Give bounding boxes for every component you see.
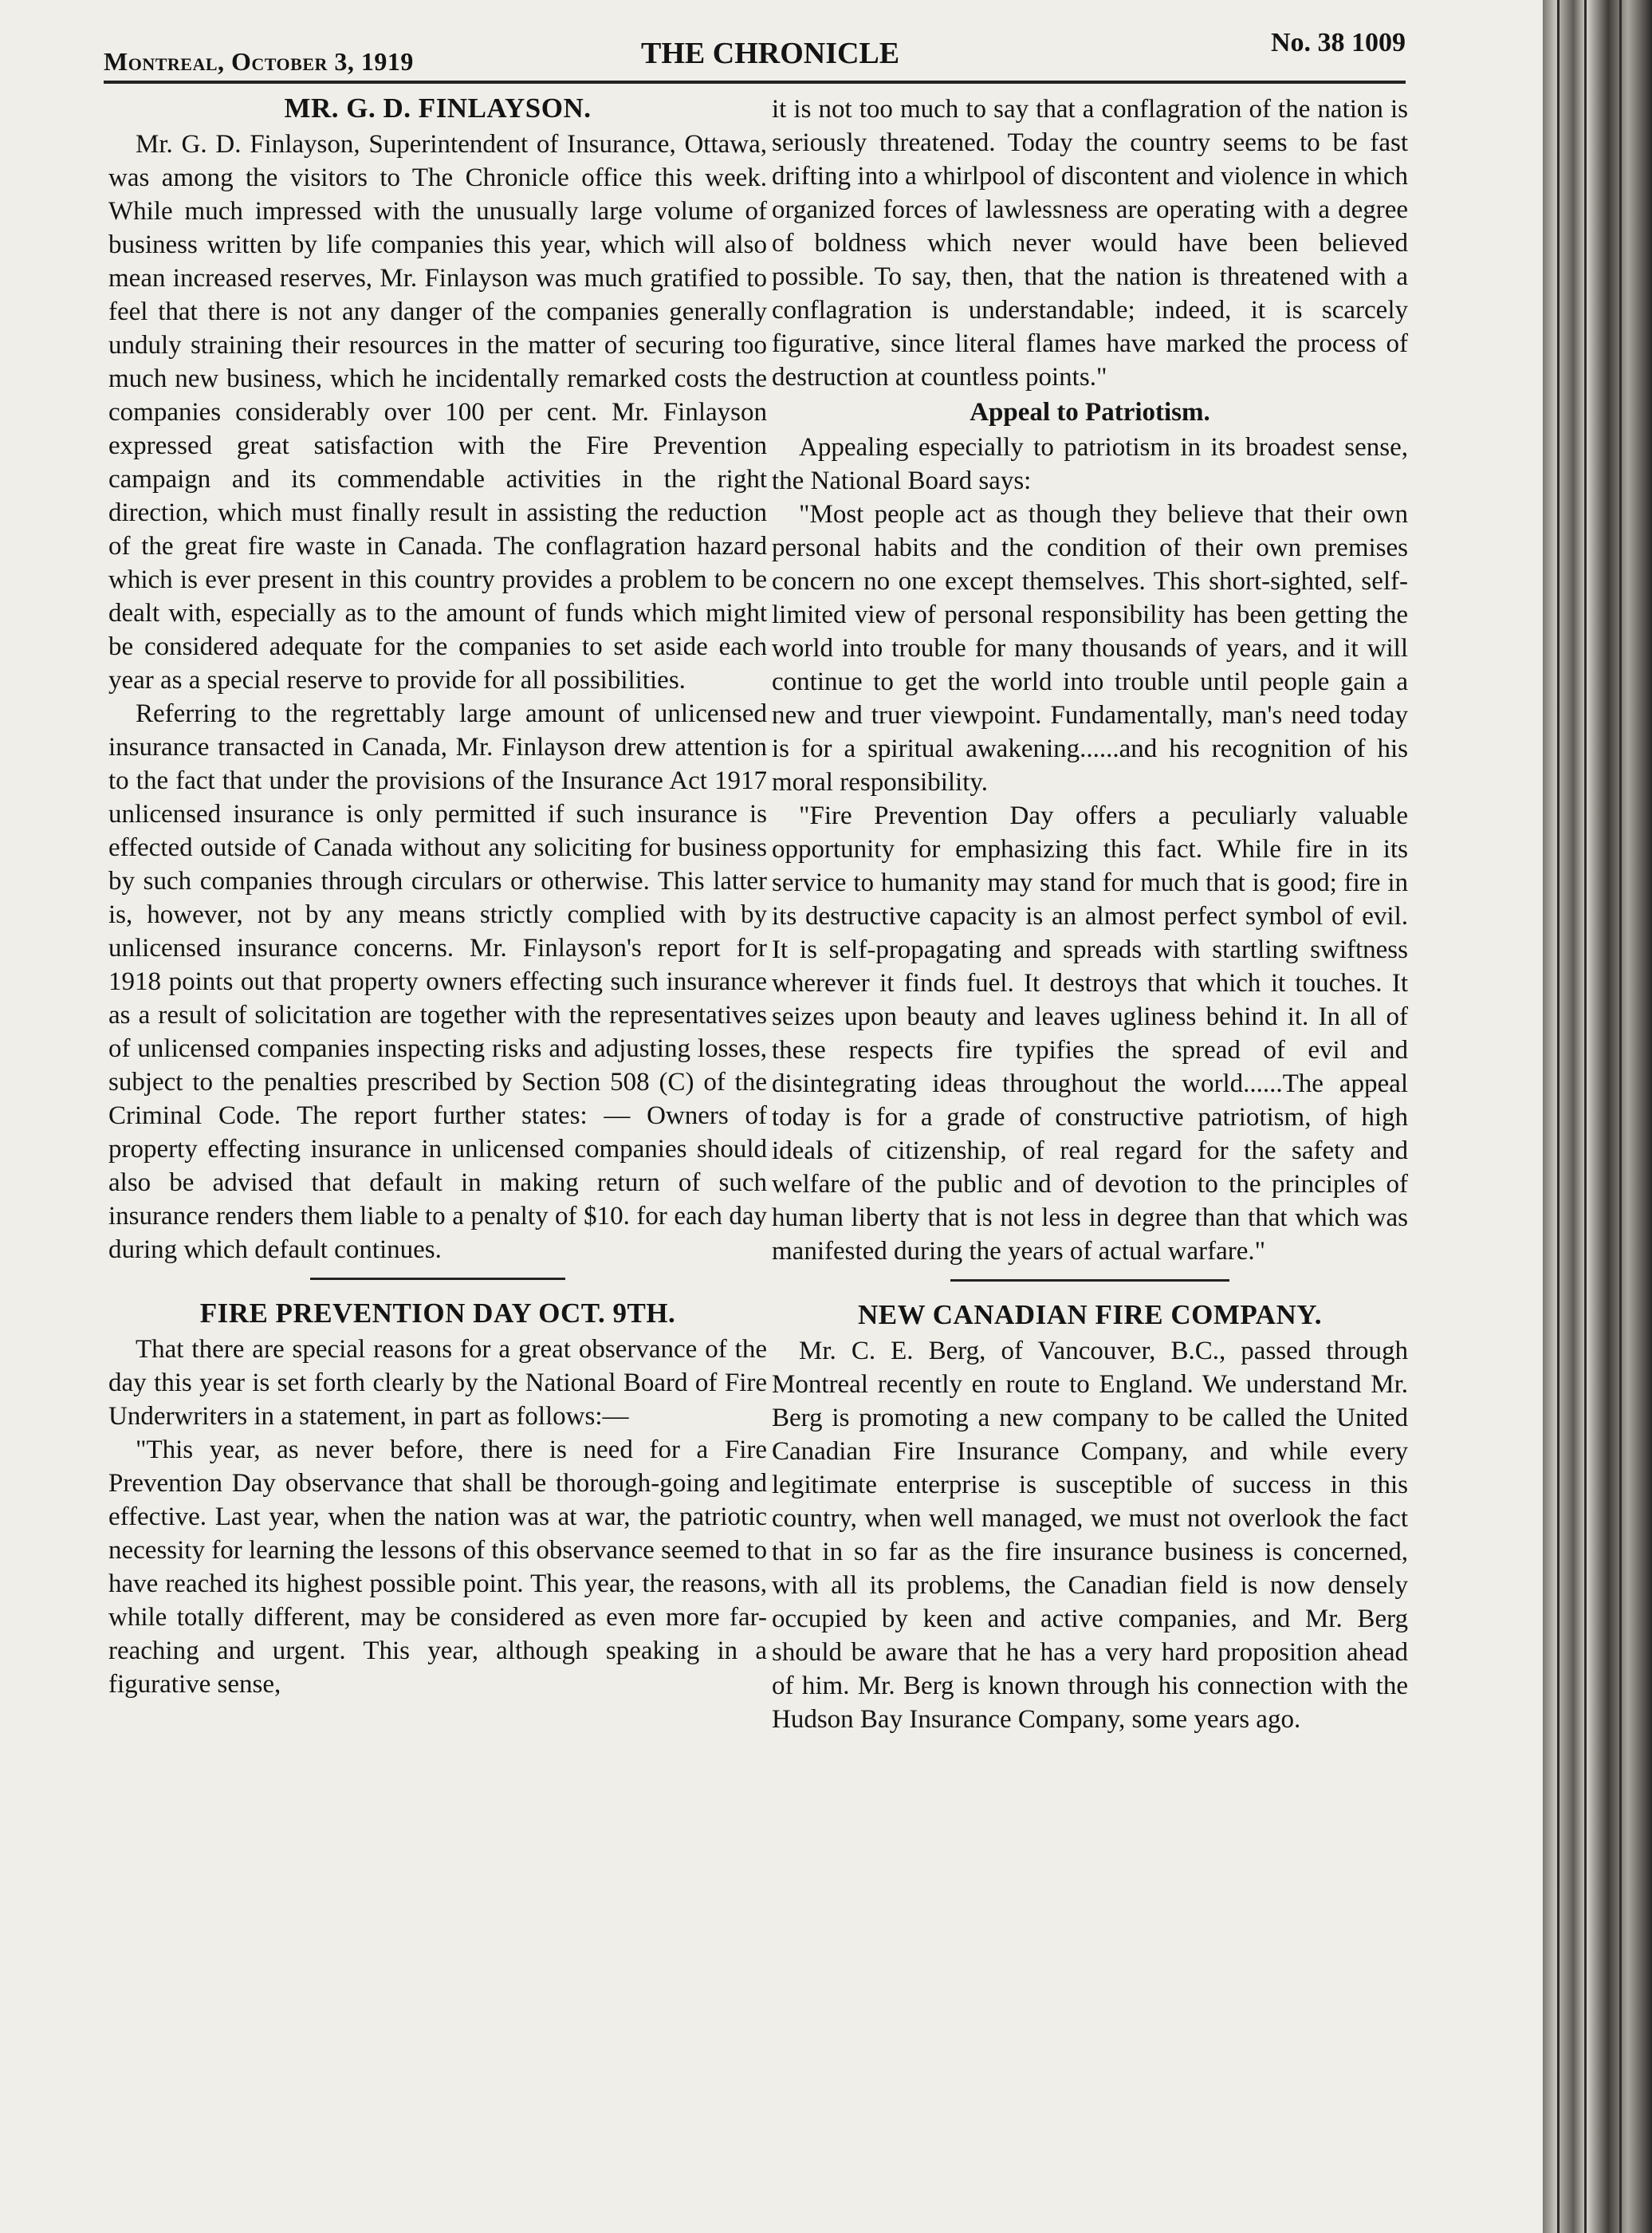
header-rule [104,81,1406,84]
header-page-number: No. 38 1009 [1270,28,1406,57]
new-canadian-fire-heading: NEW CANADIAN FIRE COMPANY. [857,1299,1323,1330]
left-column [108,89,767,1701]
page-header [104,28,1406,77]
header-date: Montreal, October 3, 1919 [104,47,414,76]
fire-prevention-heading: FIRE PREVENTION DAY OCT. 9TH. [199,1298,676,1329]
finlayson-paragraph-1: Mr. G. D. Finlayson, Superintendent of Insurance, Ottawa, was among the visitors to The Chronicle office this week. While much impressed with the unusually large volume of business written by life companies this year, which will also mean increased reserves, Mr. Finlayson was much gratified to feel that there is not any danger of the companies generally unduly straining their resources in the matter of securing too much new business, which he incidentally remarked costs the companies considerably over 100 per cent. Mr. Finlayson expressed great satisfaction with the Fire Prevention campaign and its commendable activities in the right direction, which must finally result in assisting the reduction of the great fire waste in Canada. The conflagration hazard which is ever present in this country provides a problem to be dealt with, especially as to the amount of funds which might be considered adequate for the companies to set aside each year as a special reserve to provide for all possibilities. [108,130,767,695]
section-divider [310,1278,565,1280]
new-canadian-fire-paragraph: Mr. C. E. Berg, of Vancouver, B.C., passed through Montreal recently en route to England. We understand Mr. Berg is promoting a new company to be called the United Canadian Fire Insurance Company, and while every legitimate enterprise is susceptible of success in this country, when well managed, we must not overlook the fact that in so far as the fire insurance business is concerned, with all its problems, the Canadian field is now densely occupied by keen and active companies, and Mr. Berg should be aware that he has a very hard proposition ahead of him. Mr. Berg is known through his connection with the Hudson Bay Insurance Company, some years ago. [772,1337,1408,1734]
fire-prevention-paragraph-2-continued: it is not too much to say that a conflagration of the nation is seriously threatened. Today the country seems to be fast drifting into a whirlpool of discontent and violence in which organized forces of lawlessness are operating with a degree of boldness which never would have been believed possible. To say, then, that the nation is threatened with a conflagration is understandable; indeed, it is scarcely figurative, since literal flames have marked the process of destruction at countless points." [772,95,1408,392]
fire-prevention-paragraph-3: Appealing especially to patriotism in its broadest sense, the National Board says: [772,433,1408,495]
header-title: THE CHRONICLE [641,37,900,70]
right-column [772,93,1408,1736]
fire-prevention-paragraph-2: "This year, as never before, there is need for a Fire Prevention Day observance that shall be thorough-going and effective. Last year, when the nation was at war, the patriotic necessity for learning the lessons of this observance seemed to have reached its highest possible point. This year, the reasons, while totally different, may be considered as even more far-reaching and urgent. This year, although speaking in a figurative sense, [108,1436,767,1699]
fire-prevention-paragraph-5: "Fire Prevention Day offers a peculiarly valuable opportunity for emphasizing this fact. While fire in its service to humanity may stand for much that is good; fire in its destructive capacity is an almost perfect symbol of evil. It is self-propagating and spreads with startling swiftness wherever it finds fuel. It destroys that which it touches. It seizes upon beauty and leaves ugliness behind it. In all of these respects fire typifies the spread of evil and disintegrating ideas throughout the world......The appeal today is for a grade of constructive patriotism, of high ideals of citizenship, of real regard for the safety and welfare of the public and of devotion to the principles of human liberty that is not less in degree than that which was manifested during the years of actual warfare." [772,801,1408,1266]
section-divider [950,1279,1229,1282]
book-spine [1543,0,1652,2233]
fire-prevention-paragraph-1: That there are special reasons for a great observance of the day this year is set forth clearly by the National Board of Fire Underwriters in a statement, in part as follows:— [108,1335,767,1431]
finlayson-heading: MR. G. D. FINLAYSON. [284,93,592,124]
fire-prevention-paragraph-4: "Most people act as though they believe that their own personal habits and the condition of their own premises concern no one except themselves. This short-sighted, self-limited view of personal responsibility has been getting the world into trouble for many thousands of years, and it will continue to get the world into trouble until people gain a new and truer viewpoint. Fundamentally, man's need today is for a spiritual awakening......and his recognition of his moral responsibility. [772,500,1408,797]
appeal-subheading: Appeal to Patriotism. [970,398,1210,427]
finlayson-paragraph-2: Referring to the regrettably large amount of unlicensed insurance transacted in Canada, Mr. Finlayson drew attention to the fact that under the provisions of the Insurance Act 1917 unlicensed insurance is only permitted if such insurance is effected outside of Canada without any soliciting for business by such companies through circulars or otherwise. This latter is, however, not by any means strictly complied with by unlicensed insurance concerns. Mr. Finlayson's report for 1918 points out that property owners effecting such insurance as a result of solicitation are together with the representatives of unlicensed companies inspecting risks and adjusting losses, subject to the penalties prescribed by Section 508 (C) of the Criminal Code. The report further states: — Owners of property effecting insurance in unlicensed companies should also be advised that default in making return of such insurance renders them liable to a penalty of $10. for each day during which default continues. [108,699,767,1264]
